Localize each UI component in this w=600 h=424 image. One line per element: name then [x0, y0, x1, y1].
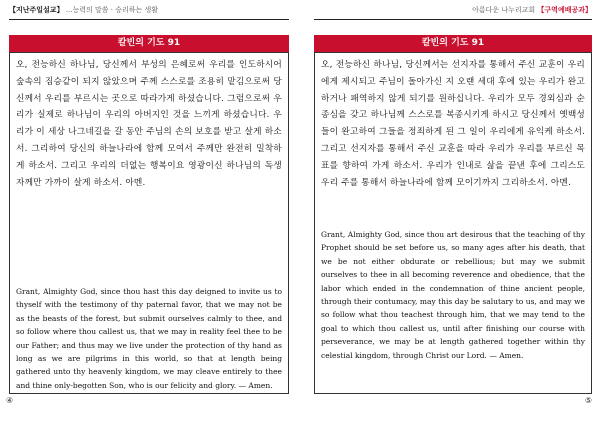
right-page-number: ⑤	[584, 396, 592, 405]
right-prayer-box	[314, 52, 592, 394]
left-prayer-title: 칼빈의 기도 91	[9, 35, 289, 52]
left-running-header	[9, 6, 158, 15]
left-korean-text: 오, 전능하신 하나님, 당신께서 부성의 은혜로써 우리를 인도하시어 숲속의 짐승같이 되지 않았으며 주께 스스로를 조용히 맡김으로써 당신께서 우리를 부르시는 곳으로 따라가게 하셨습니다. 그럼으로써 우리가 실제로 하나님이 우리의 아버지인 것을 느끼게 하셨습니다. 우리가 이 세상 나그네길을 갈 동안 주님의 손의 보호를 받고 살게 하소서. 그리하여 당신의 하늘나라에 함께 모여서 주께만 완전히 밀착하게 하소서. 그리고 우리의 더없는 행복이요 영광이신 하나님의 독생자께만 가까이 살게 하소서. 아멘.	[16, 60, 282, 188]
left-page-number: ④	[6, 396, 14, 405]
right-header-rule	[314, 19, 592, 20]
left-header-subtitle: ...능력의 말씀 · 승리하는 생활	[65, 6, 158, 14]
right-running-header	[472, 6, 592, 15]
left-english-text: Grant, Almighty God, since thou hast this day deigned to invite us to thyself with the testimony of thy paternal favor, that we may not be as the beasts of the forest, but submit ourselves calmly to thee, and so follow where thou callest us, that we may in reality feel thee to be our Father; and thus may we live under the protection of thy hand as long as we are pilgrims in this world, so that at length being gathered unto thy heavenly kingdom, we may cleave entirely to thee and thine only-begotten Son, who is our felicity and glory. — Amen.	[16, 287, 282, 390]
left-prayer-box	[9, 52, 289, 394]
right-english-text: Grant, Almighty God, since thou art desirous that the teaching of thy Prophet should be set before us, so many ages after his death, that we be not either obdurate or rebellious; but may we submit ourselves to thee in all becoming reverence and obedience, that the labor which ended in the condemnation of thine ancient people, through their contumacy, may this day be salutary to us, and may we so follow what thou teachest through him, that we may tend to the goal to which thou callest us, until after finishing our course with perseverance, we may be at length gathered together within thy celestial kingdom, through Christ our Lord. — Amen.	[321, 230, 585, 360]
right-page	[300, 0, 600, 424]
right-prayer-title: 칼빈의 기도 91	[314, 35, 592, 52]
right-header-tag: 【구역예배공과】	[537, 6, 592, 14]
right-header-subtitle: 아름다운 나누리교회	[472, 6, 536, 14]
right-korean-text: 오, 전능하신 하나님, 당신께서는 선지자를 통해서 주신 교훈이 우리에게 제시되고 주님이 돌아가신 지 오랜 세대 후에 있는 우리가 완고하거나 패역하지 않게 되기를 원하십니다. 우리가 모두 경외심과 순종심을 갖고 하나님께 스스로를 복종시키게 하시고 당신께서 옛백성들이 완고하여 그들을 정죄하게 된 그 일이 우리에게 유익케 하소서. 그리고 선지자를 통해서 주신 교훈을 따라 우리가 우리를 부르신 목표를 향하여 가게 하소서. 우리가 인내로 삶을 끝낸 후에 그리스도 우리 주를 통해서 하늘나라에 함께 모이기까지 그리하소서. 아멘.	[321, 60, 585, 188]
left-header-rule	[9, 19, 289, 20]
left-header-tag: 【지난주일설교】	[9, 6, 64, 14]
